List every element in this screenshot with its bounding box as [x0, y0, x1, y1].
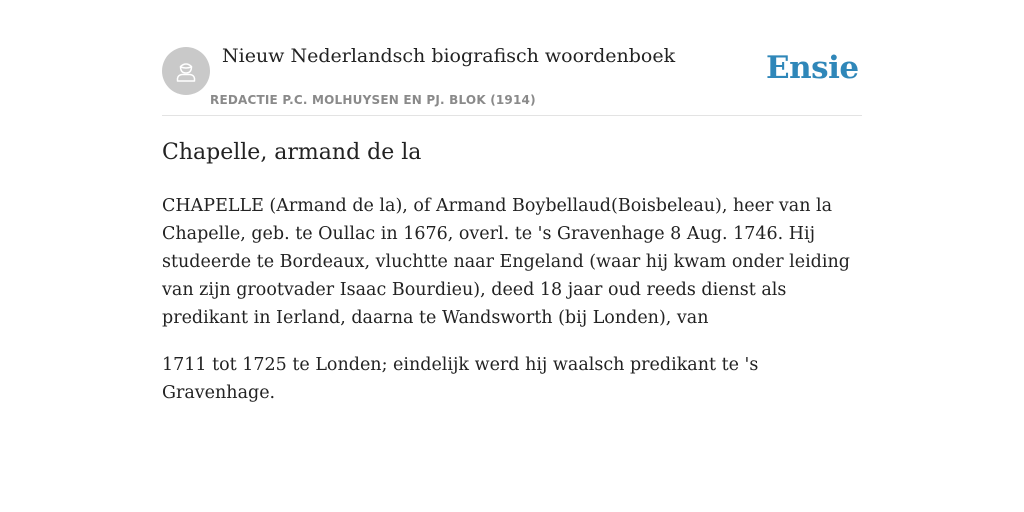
entry-title: Chapelle, armand de la	[162, 140, 422, 165]
source-avatar[interactable]	[162, 47, 210, 95]
entry-paragraph: CHAPELLE (Armand de la), of Armand Boybellaud(Boisbeleau), heer van la Chapelle, geb. te Oullac in 1676, overl. te 's Gravenhage 8 Aug. 1746. Hij studeerde te Bordeaux, vluchtte naar Engeland (waar hij kwam onder leiding van zijn grootvader Isaac Bourdieu), deed 18 jaar oud reeds dienst als predikant in Ierland, daarna te Wandsworth (bij Londen), van	[162, 196, 850, 328]
ensie-logo[interactable]: Ensie	[766, 50, 859, 86]
header-divider	[162, 115, 862, 116]
entry-body	[162, 192, 862, 426]
user-icon	[172, 57, 200, 85]
source-title[interactable]: Nieuw Nederlandsch biografisch woordenboek	[222, 45, 676, 67]
entry-paragraph: 1711 tot 1725 te Londen; eindelijk werd hij waalsch predikant te 's Gravenhage.	[162, 355, 759, 403]
source-editors: REDACTIE P.C. MOLHUYSEN EN PJ. BLOK (1914)	[210, 93, 536, 107]
